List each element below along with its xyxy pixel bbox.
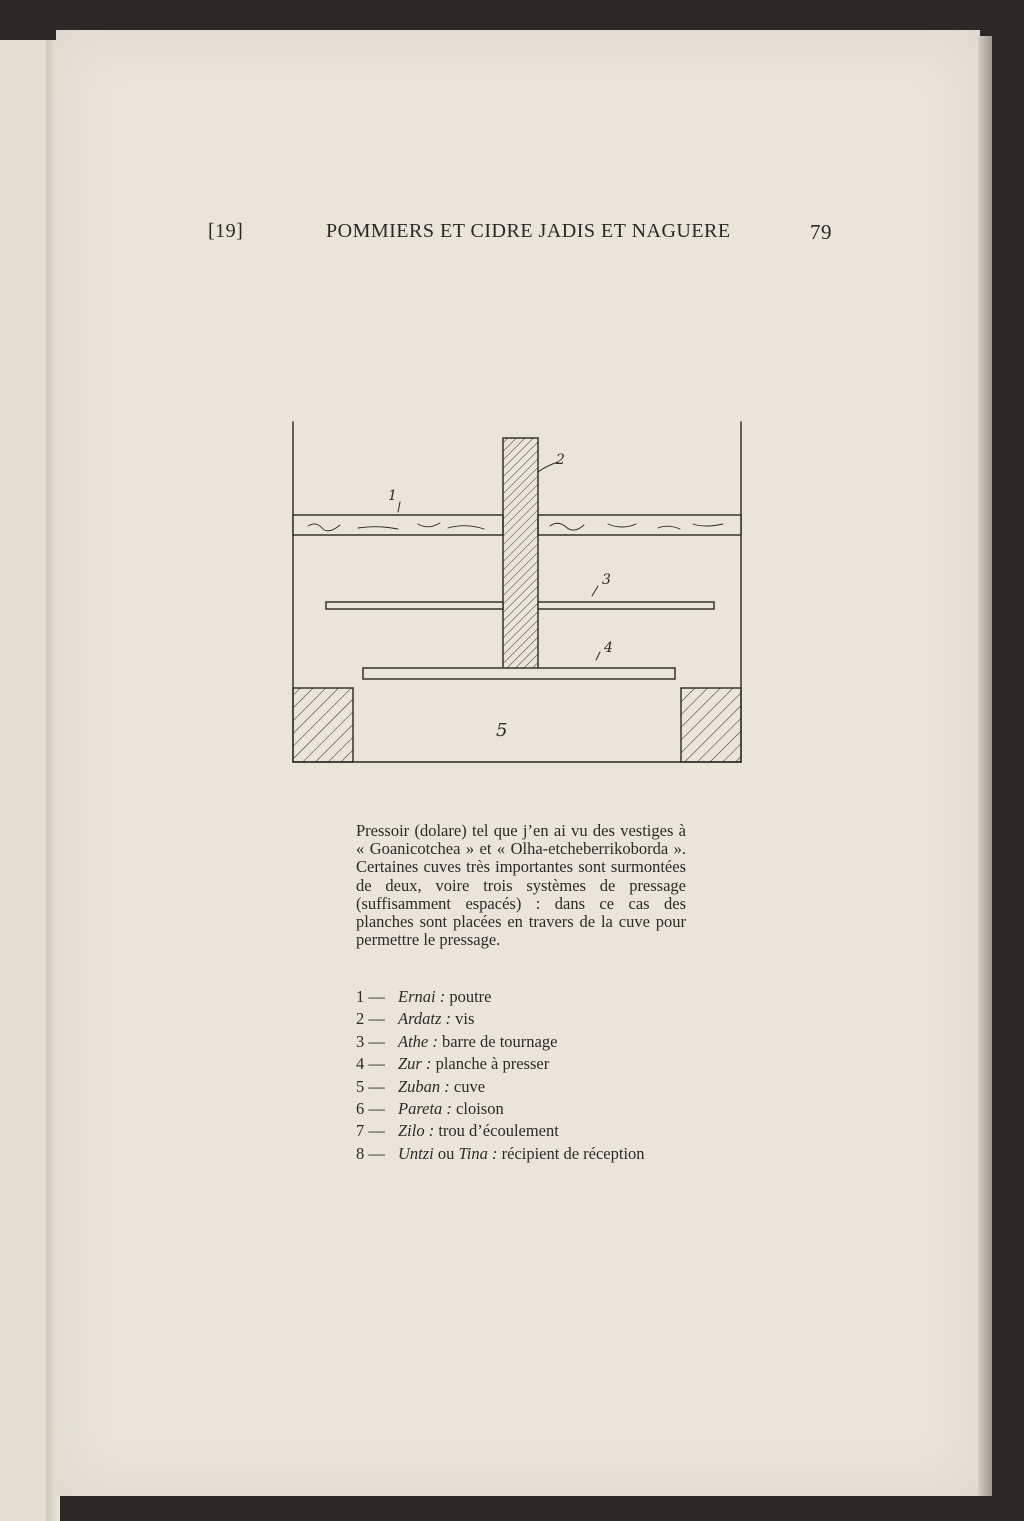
beam-right	[538, 515, 741, 535]
partition-left	[293, 688, 353, 762]
legend-item: 6 — Pareta : cloison	[356, 1098, 504, 1118]
press-diagram	[288, 420, 748, 770]
label-4: 4	[604, 640, 613, 656]
turning-bar-right	[538, 602, 714, 609]
press-diagram-drawing	[288, 420, 748, 770]
section-number: [19]	[208, 220, 244, 242]
legend-item: 8 — Untzi ou Tina : récipient de réception	[356, 1143, 645, 1163]
beam-left	[293, 515, 503, 535]
legend-list	[356, 988, 696, 1167]
legend-item: 4 — Zur : planche à presser	[356, 1054, 550, 1074]
page-number: 79	[810, 220, 832, 244]
left-page-edge	[0, 40, 52, 1521]
legend-item: 7 — Zilo : trou d’écoulement	[356, 1121, 559, 1141]
label-2: 2	[556, 452, 565, 468]
press-board	[363, 668, 675, 679]
page-stack-edge	[978, 36, 992, 1496]
turning-bar-left	[326, 602, 503, 609]
label-1: 1	[388, 488, 397, 504]
legend-item: 3 — Athe : barre de tournage	[356, 1031, 558, 1051]
legend-item: 1 — Ernai : poutre	[356, 987, 492, 1006]
legend-item: 5 — Zuban : cuve	[356, 1076, 486, 1096]
partition-right	[681, 688, 741, 762]
label-5: 5	[496, 720, 508, 741]
running-head	[208, 220, 838, 250]
screw	[503, 438, 538, 670]
figure-caption: Pressoir (dolare) tel que j’en ai vu des vestiges à « Goanicotchea » et « Olha-etcheberrikoborda ». Certaines cuves très importantes sont surmontées de deux, voire trois systèmes de pressage (suffisamment espacés) : dans ce cas des planches sont placées en travers de la cuve pour permettre le pressage.	[356, 821, 686, 950]
label-3: 3	[602, 572, 611, 588]
legend-item: 2 — Ardatz : vis	[356, 1009, 475, 1029]
running-title: POMMIERS ET CIDRE JADIS ET NAGUERE	[326, 220, 731, 242]
